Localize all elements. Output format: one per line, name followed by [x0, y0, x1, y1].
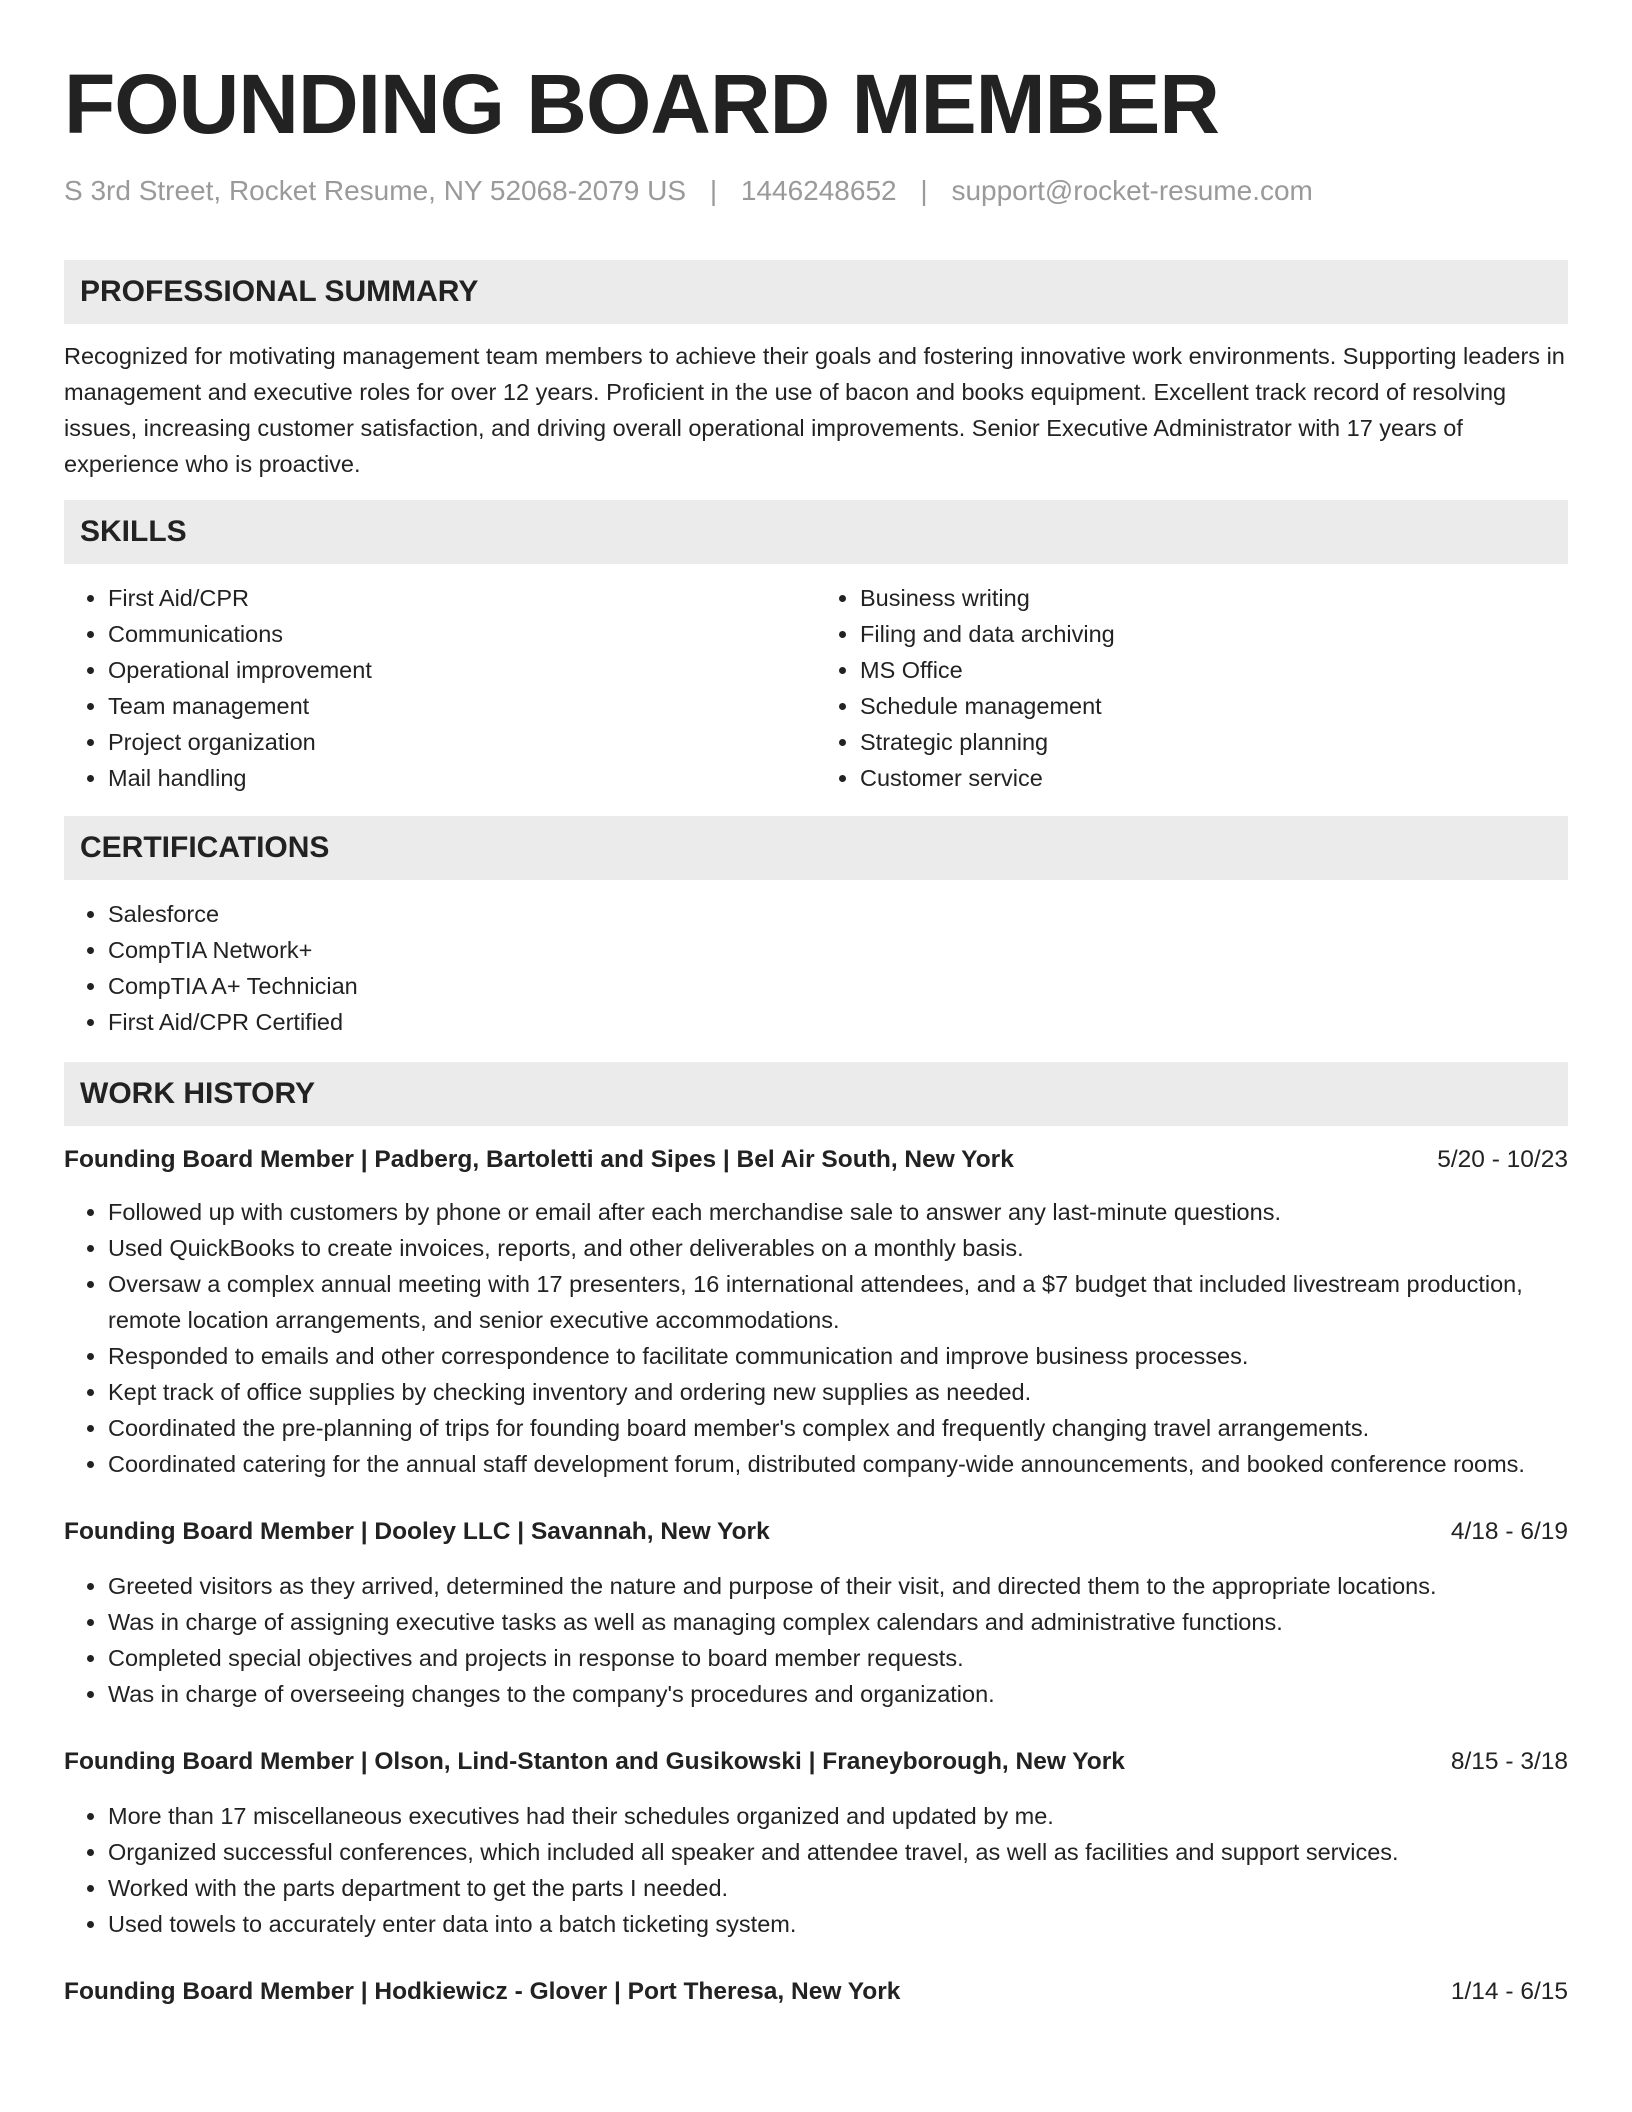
skill-item: • Customer service — [860, 760, 1568, 796]
section-header-work-history: WORK HISTORY — [64, 1062, 1568, 1126]
certification-item: • Salesforce — [108, 896, 1568, 932]
skill-item: • Schedule management — [860, 688, 1568, 724]
job-header — [64, 1974, 1568, 2010]
job-bullet: • Oversaw a complex annual meeting with 17 presenters, 16 international attendees, and a $7 budget that included livestream production, remote location arrangements, and senior executive accommodations. — [108, 1266, 1568, 1338]
job-bullet: • Coordinated catering for the annual staff development forum, distributed company-wide announcements, and booked conference rooms. — [108, 1446, 1568, 1482]
job-bullet: • Was in charge of overseeing changes to the company's procedures and organization. — [108, 1676, 1568, 1712]
skill-item: • Mail handling — [108, 760, 816, 796]
skill-item: • First Aid/CPR — [108, 580, 816, 616]
certification-item: • First Aid/CPR Certified — [108, 1004, 1568, 1040]
certifications-list — [64, 896, 1568, 1040]
contact-phone: 1446248652 — [740, 175, 897, 206]
job-header — [64, 1514, 1568, 1550]
job-bullet: • Greeted visitors as they arrived, determined the nature and purpose of their visit, and directed them to the appropriate locations. — [108, 1568, 1568, 1604]
skill-item: • Project organization — [108, 724, 816, 760]
skill-item: • Filing and data archiving — [860, 616, 1568, 652]
job-entry — [64, 1974, 1568, 2010]
skill-item: • Team management — [108, 688, 816, 724]
job-entry — [64, 1514, 1568, 1712]
job-bullet: • Organized successful conferences, which included all speaker and attendee travel, as well as facilities and support services. — [108, 1834, 1568, 1870]
section-header-skills: SKILLS — [64, 500, 1568, 564]
job-bullet: • Used towels to accurately enter data into a batch ticketing system. — [108, 1906, 1568, 1942]
skills-list-left — [64, 580, 816, 796]
skill-item: • Operational improvement — [108, 652, 816, 688]
job-bullets — [64, 1194, 1568, 1482]
skill-item: • Strategic planning — [860, 724, 1568, 760]
job-bullet: • Followed up with customers by phone or email after each merchandise sale to answer any last-minute questions. — [108, 1194, 1568, 1230]
job-bullet: • Was in charge of assigning executive tasks as well as managing complex calendars and administrative functions. — [108, 1604, 1568, 1640]
skills-column-left — [64, 580, 816, 796]
job-title: Founding Board Member | Padberg, Bartoletti and Sipes | Bel Air South, New York — [64, 1145, 1014, 1173]
job-bullet: • Completed special objectives and projects in response to board member requests. — [108, 1640, 1568, 1676]
job-bullets — [64, 1798, 1568, 1942]
skills-column-right — [816, 580, 1568, 796]
job-entry — [64, 1142, 1568, 1482]
job-bullet: • Used QuickBooks to create invoices, reports, and other deliverables on a monthly basis. — [108, 1230, 1568, 1266]
job-title: Founding Board Member | Hodkiewicz - Glover | Port Theresa, New York — [64, 1977, 901, 2005]
certification-item: • CompTIA A+ Technician — [108, 968, 1568, 1004]
job-bullet: • Worked with the parts department to get the parts I needed. — [108, 1870, 1568, 1906]
job-bullet: • Kept track of office supplies by checking inventory and ordering new supplies as needed. — [108, 1374, 1568, 1410]
skills-grid — [64, 580, 1568, 796]
contact-separator: | — [920, 175, 928, 206]
job-bullet: • Responded to emails and other correspondence to facilitate communication and improve business processes. — [108, 1338, 1568, 1374]
contact-address: S 3rd Street, Rocket Resume, NY 52068-2079 US — [64, 175, 687, 206]
job-dates: 1/14 - 6/15 — [1450, 1977, 1568, 2005]
job-bullet: • Coordinated the pre-planning of trips for founding board member's complex and frequently changing travel arrangements. — [108, 1410, 1568, 1446]
job-title: Founding Board Member | Dooley LLC | Savannah, New York — [64, 1517, 770, 1545]
job-header — [64, 1142, 1568, 1178]
skill-item: • Communications — [108, 616, 816, 652]
job-bullet: • More than 17 miscellaneous executives had their schedules organized and updated by me. — [108, 1798, 1568, 1834]
section-header-certifications: CERTIFICATIONS — [64, 816, 1568, 880]
skill-item: • MS Office — [860, 652, 1568, 688]
job-dates: 8/15 - 3/18 — [1450, 1747, 1568, 1775]
summary-text: Recognized for motivating management team members to achieve their goals and fostering innovative work environments. Supporting leaders in management and executive roles for over 12 years. Proficient in the use of bacon and books equipment. Excellent track record of resolving issues, increasing customer satisfaction, and driving overall operational improvements. Senior Executive Administrator with 17 years of experience who is proactive. — [64, 342, 1565, 477]
skills-list-right — [816, 580, 1568, 796]
contact-separator: | — [709, 175, 718, 206]
section-header-summary: PROFESSIONAL SUMMARY — [64, 260, 1568, 324]
job-entry — [64, 1744, 1568, 1942]
skill-item: • Business writing — [860, 580, 1568, 616]
job-header — [64, 1744, 1568, 1780]
certification-item: • CompTIA Network+ — [108, 932, 1568, 968]
contact-email: support@rocket-resume.com — [951, 175, 1313, 206]
job-dates: 5/20 - 10/23 — [1437, 1145, 1568, 1173]
job-title: Founding Board Member | Olson, Lind-Stanton and Gusikowski | Franeyborough, New York — [64, 1747, 1125, 1775]
resume-name: FOUNDING BOARD MEMBER — [64, 57, 1219, 151]
job-dates: 4/18 - 6/19 — [1450, 1517, 1568, 1545]
job-bullets — [64, 1568, 1568, 1712]
contact-line — [64, 174, 1568, 208]
